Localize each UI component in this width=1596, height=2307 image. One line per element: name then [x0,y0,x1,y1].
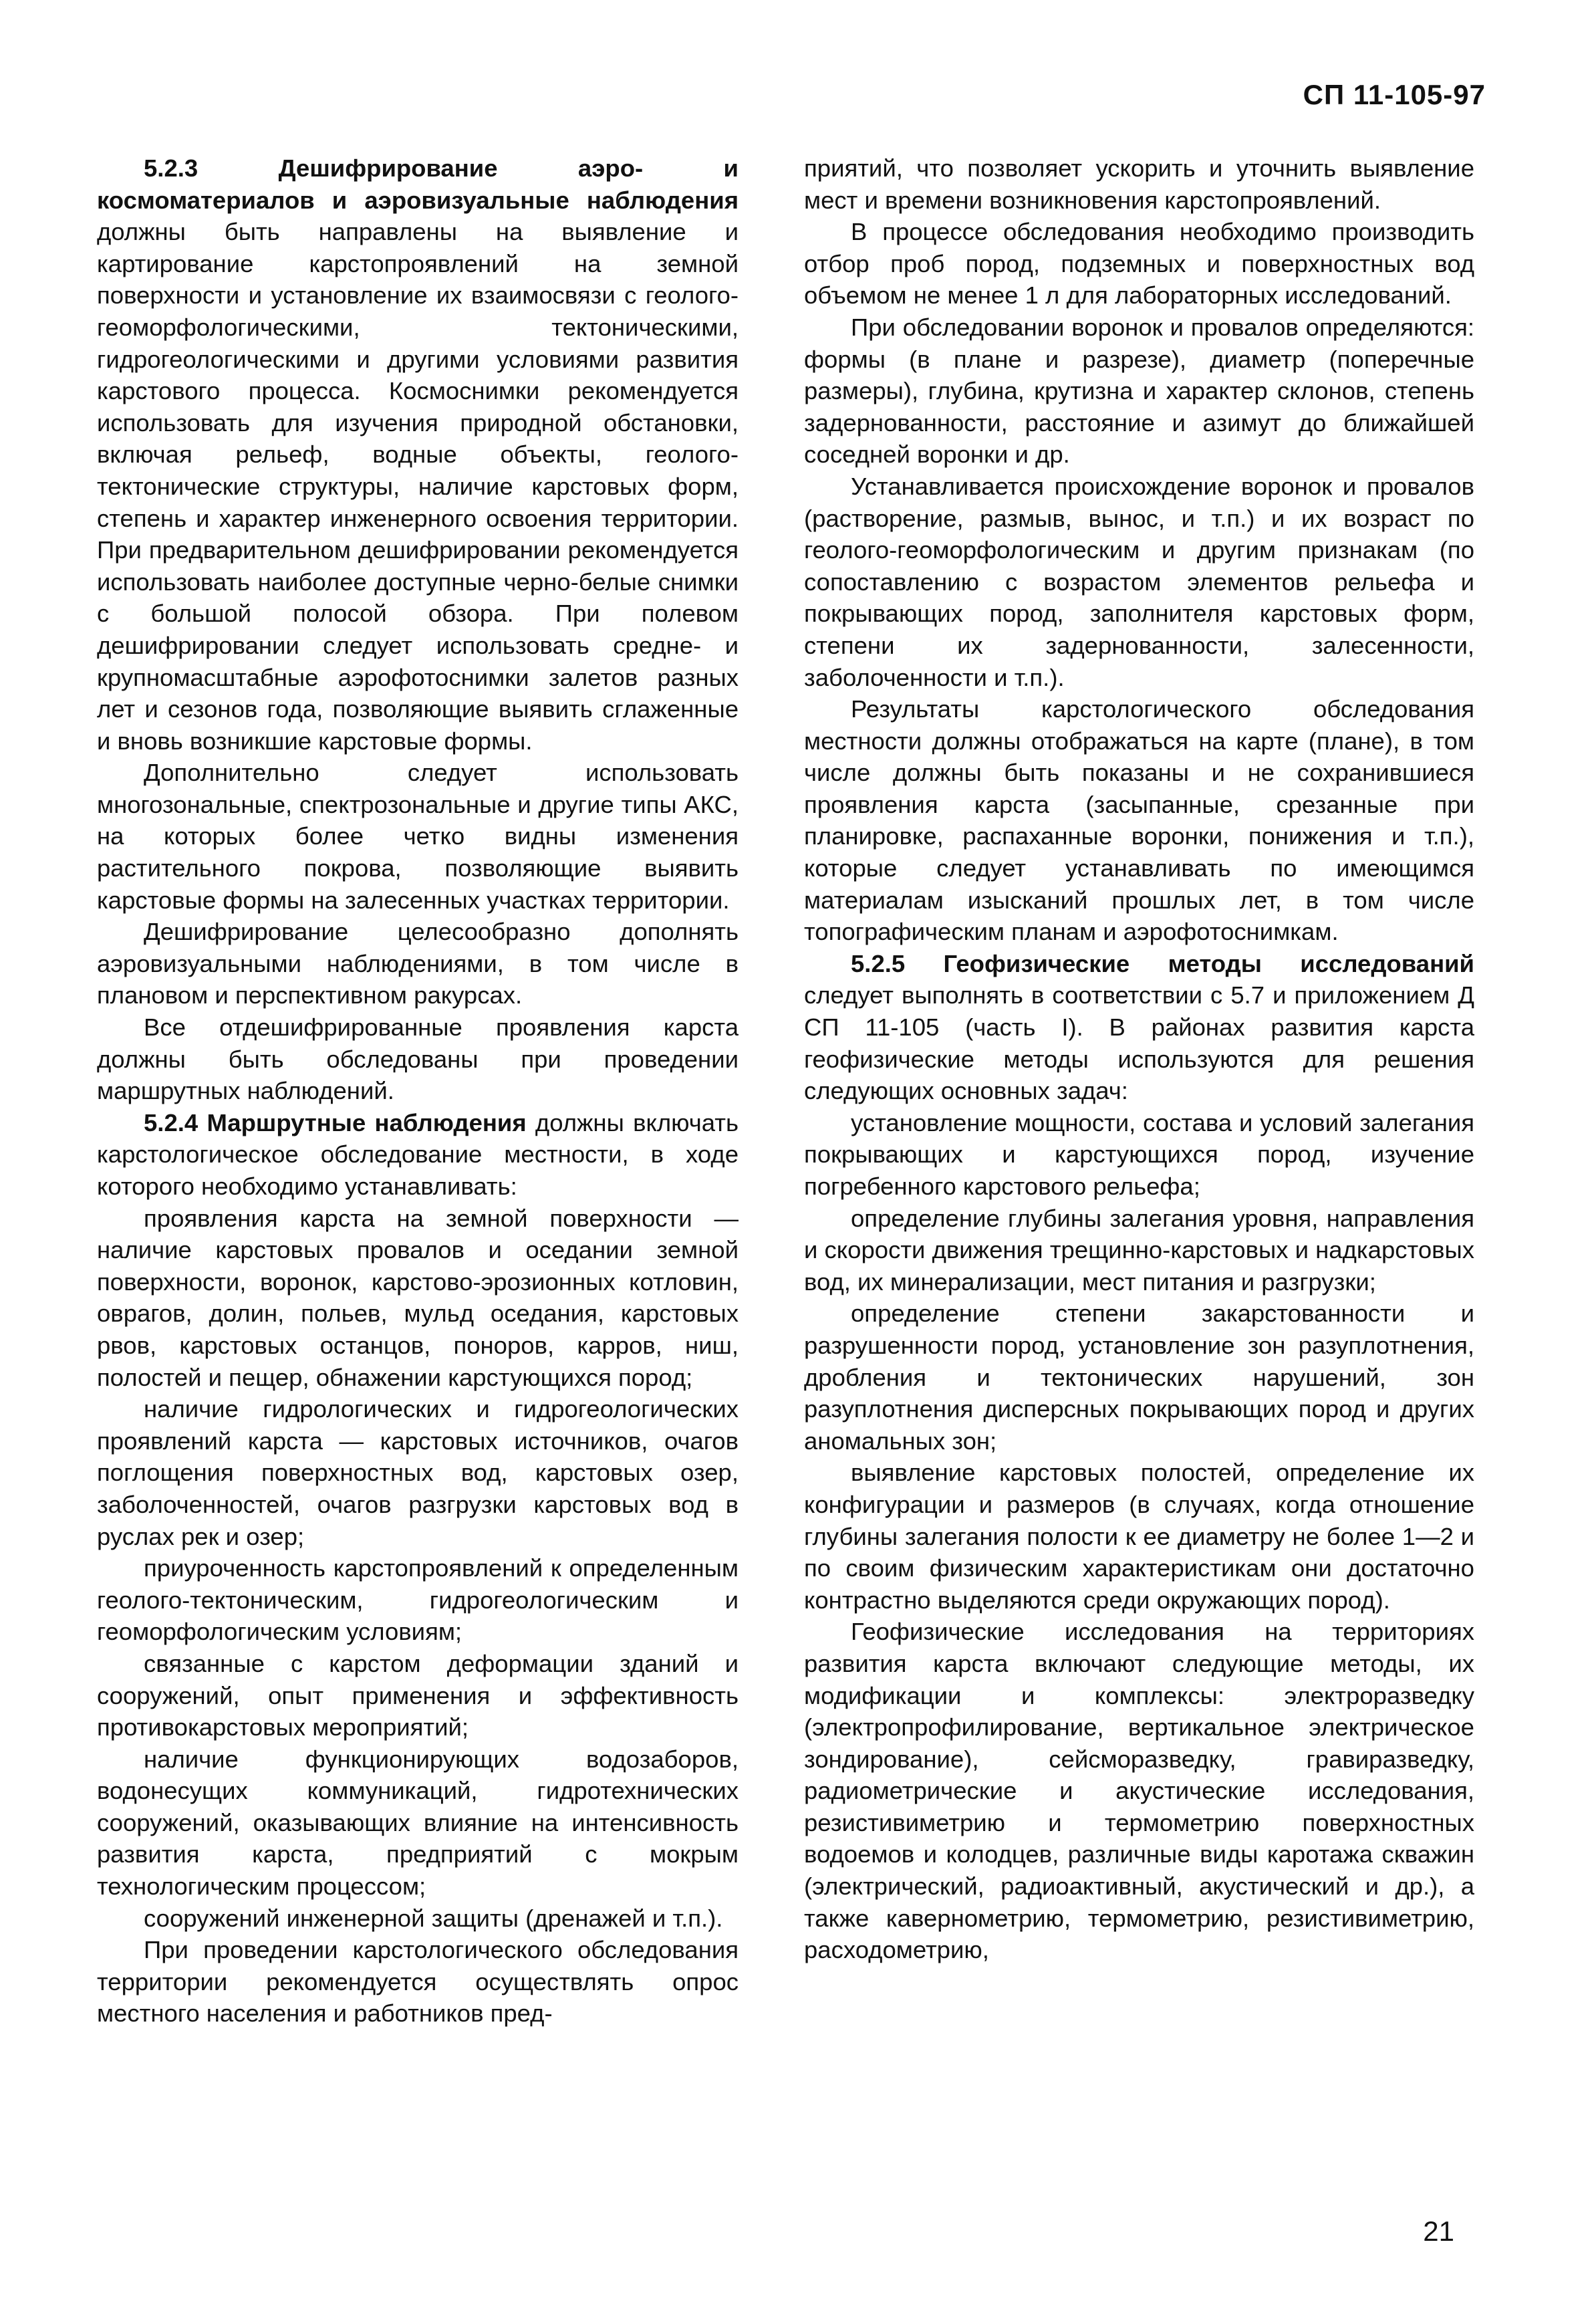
paragraph: Результаты карстологического обследования местности должны отображаться на карте (плане), в том числе должны быть показаны и не сохранившиеся проявления карста (засыпанные, срезанные при планировке, распаханные воронки, понижения и т.п.), которые следует устанавливать по имеющимся материалам изысканий прошлых лет, в том числе топографическим планам и аэрофотоснимкам. [804,695,1474,946]
paragraph: При проведении карстологического обследования территории рекомендуется осуществлять опрос местного населения и работников пред- [97,1936,739,2028]
paragraph-text: должны включать карстологическое обследование местности, в ходе которого необходимо устанавливать: [97,1108,739,1200]
paragraph: Все отдешифрированные проявления карста должны быть обследованы при проведении маршрутных наблюдений. [97,1013,739,1105]
list-item: установление мощности, состава и условий залегания покрывающих и карстующихся пород, изучение погребенного карстового рельефа; [804,1108,1474,1200]
paragraph [97,152,739,757]
section-heading: 5.2.3 Дешифрирование аэро- и космоматериалов и аэровизуальные наблюдения [97,154,739,214]
list-item: связанные с карстом деформации зданий и сооружений, опыт применения и эффективность противокарстовых мероприятий; [97,1649,739,1741]
list-item: определение глубины залегания уровня, направления и скорости движения трещинно-карстовых и надкарстовых вод, их минерализации, мест питания и разгрузки; [804,1204,1474,1296]
list-item: выявление карстовых полостей, определение их конфигурации и размеров (в случаях, когда отношение глубины залегания полости к ее диаметру не более 1—2 и по своим физическим характеристикам они достаточно контрастно выделяются среди окружающих пород). [804,1459,1474,1614]
paragraph: Геофизические исследования на территориях развития карста включают следующие методы, их модификации и комплексы: электроразведку (электропрофилирование, вертикальное электрическое зондирование), сейсморазведку, гравиразведку, радиометрические и акустические исследования, резистивиметрию и термометрию поверхностных водоемов и колодцев, различные виды каротажа скважин (электрический, радиоактивный, акустический и др.), а также кавернометрию, термометрию, резистивиметрию, расходометрию, [804,1618,1474,1964]
paragraph-continuation: приятий, что позволяет ускорить и уточнить выявление мест и времени возникновения карстопроявлений. [804,154,1474,214]
right-column [804,152,1474,1966]
paragraph [804,948,1474,1107]
paragraph: В процессе обследования необходимо производить отбор проб пород, подземных и поверхностных вод объемом не менее 1 л для лабораторных исследований. [804,218,1474,310]
left-column [97,152,739,2030]
section-heading: 5.2.5 Геофизические методы исследований [851,949,1474,977]
list-item: сооружений инженерной защиты (дренажей и т.п.). [144,1904,723,1932]
page-number: 21 [1423,2215,1454,2247]
paragraph: Дешифрирование целесообразно дополнять аэровизуальными наблюдениями, в том числе в плановом и перспективном ракурсах. [97,918,739,1009]
paragraph-text: следует выполнять в соответствии с 5.7 и приложением Д СП 11-105 (часть I). В районах развития карста геофизические методы используются для решения следующих основных задач: [804,981,1474,1105]
paragraph: При обследовании воронок и провалов определяются: формы (в плане и разрезе), диаметр (поперечные размеры), глубина, крутизна и характер склонов, степень задернованности, расстояние и азимут до ближайшей соседней воронки и др. [804,313,1474,469]
paragraph [97,1107,739,1203]
section-heading: 5.2.4 Маршрутные наблюдения [144,1108,527,1136]
paragraph-text: должны быть направлены на выявление и картирование карстопроявлений на земной поверхности и установление их взаимосвязи с геолого-геоморфологическими, тектоническими, гидрогеологическими и другими условиями развития карстового процесса. Космоснимки рекомендуется использовать для изучения природной обстановки, включая рельеф, водные объекты, геолого-тектонические структуры, наличие карстовых форм, степень и характер инженерного освоения территории. При предварительном дешифрировании рекомендуется использовать наиболее доступные черно-белые снимки с большой полосой обзора. При полевом дешифрировании следует использовать средне- и крупномасштабные аэрофотоснимки залетов разных лет и сезонов года, позволяющие выявить сглаженные и вновь возникшие карстовые формы. [97,218,739,755]
paragraph: Устанавливается происхождение воронок и провалов (растворение, размыв, вынос, и т.п.) и их возраст по геолого-геоморфологическим и другим признакам (по сопоставлению с возрастом элементов рельефа и покрывающих пород, заполнителя карстовых форм, степени их задернованности, залесенности, заболоченности и т.п.). [804,472,1474,691]
list-item: приуроченность карстопроявлений к определенным геолого-тектоническим, гидрогеологическим и геоморфологическим условиям; [97,1554,739,1646]
list-item: проявления карста на земной поверхности — наличие карстовых провалов и оседании земной поверхности, воронок, карстово-эрозионных котловин, оврагов, долин, польев, мульд оседания, карстовых рвов, карстовых останцов, поноров, карров, ниш, полостей и пещер, обнажении карстующихся пород; [97,1204,739,1391]
list-item: наличие функционирующих водозаборов, водонесущих коммуникаций, гидротехнических сооружений, оказывающих влияние на интенсивность развития карста, предприятий с мокрым технологическим процессом; [97,1745,739,1901]
list-item: определение степени закарстованности и разрушенности пород, установление зон разуплотнения, дробления и тектонических нарушений, зон разуплотнения дисперсных покрывающих пород и других аномальных зон; [804,1300,1474,1455]
list-item: наличие гидрологических и гидрогеологических проявлений карста — карстовых источников, очагов поглощения поверхностных вод, карстовых озер, заболоченностей, очагов разгрузки карстовых вод в руслах рек и озер; [97,1395,739,1550]
paragraph: Дополнительно следует использовать многозональные, спектрозональные и другие типы АКС, на которых более четко видны изменения растительного покрова, позволяющие выявить карстовые формы на залесенных участках территории. [97,759,739,914]
document-code: СП 11-105-97 [1303,79,1486,110]
